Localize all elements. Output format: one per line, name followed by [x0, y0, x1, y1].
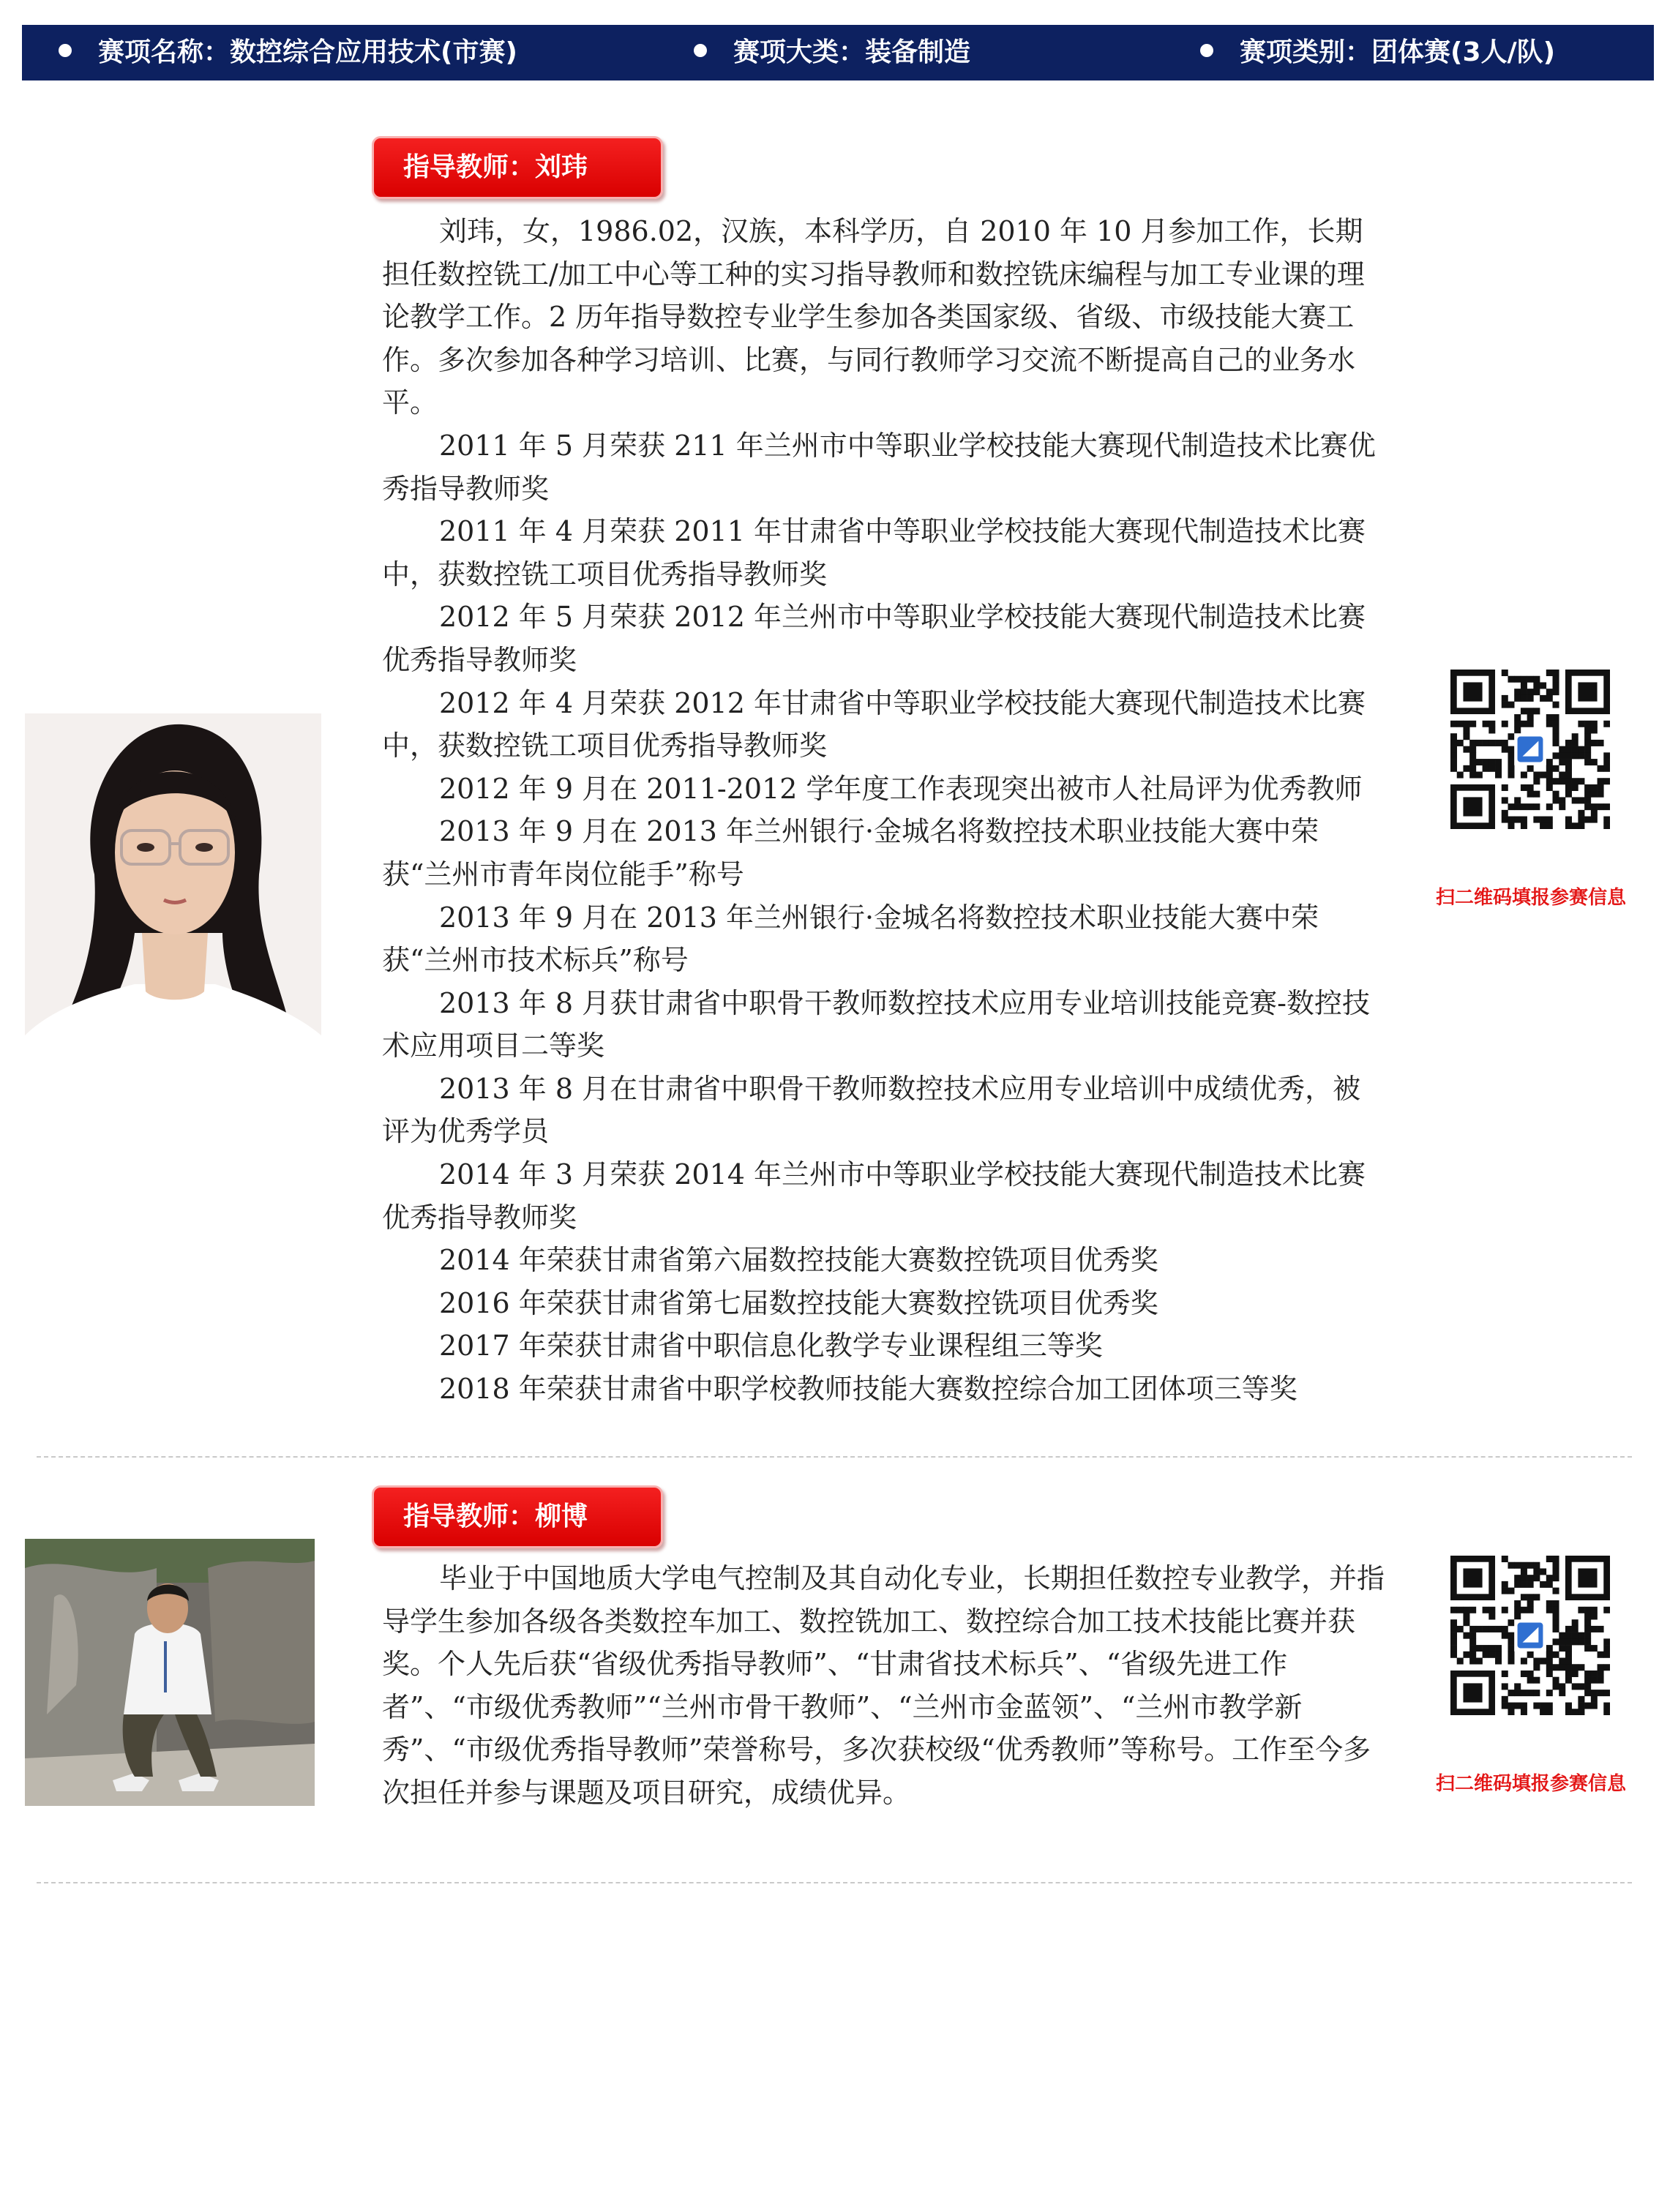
bio-paragraph: 2011 年 4 月荣获 2011 年甘肃省中等职业学校技能大赛现代制造技术比赛中，获数控铣工项目优秀指导教师奖	[382, 515, 1366, 591]
qr-code-icon[interactable]	[1450, 1556, 1610, 1715]
bio-paragraph: 2013 年 9 月在 2013 年兰州银行·金城名将数控技术职业技能大赛中荣获“兰州市青年岗位能手”称号	[382, 815, 1319, 891]
bio-paragraph: 2012 年 5 月荣获 2012 年兰州市中等职业学校技能大赛现代制造技术比赛优秀指导教师奖	[382, 601, 1366, 676]
competition-info-bar	[22, 25, 1654, 80]
bio-paragraph: 2013 年 9 月在 2013 年兰州银行·金城名将数控技术职业技能大赛中荣获“兰州市技术标兵”称号	[382, 901, 1319, 977]
bio-paragraph: 2016 年荣获甘肃省第七届数控技能大赛数控铣项目优秀奖	[439, 1286, 1158, 1319]
bio-paragraph: 2018 年荣获甘肃省中职学校教师技能大赛数控综合加工团体项三等奖	[439, 1373, 1297, 1406]
bio-paragraph: 2013 年 8 月获甘肃省中职骨干教师数控技术应用专业培训技能竞赛-数控技术应用项目二等奖	[382, 986, 1370, 1062]
portrait-image	[25, 1539, 315, 1806]
bio-paragraph: 2012 年 9 月在 2011-2012 学年度工作表现突出被市人社局评为优秀教师	[439, 772, 1363, 805]
header-item-name: 赛项名称：数控综合应用技术(市赛)	[59, 25, 517, 80]
teacher-label-2: 指导教师：柳博	[372, 1485, 663, 1548]
bullet-dot-icon	[59, 44, 72, 57]
header-item-category: 赛项大类：装备制造	[694, 25, 970, 80]
bio-paragraph: 2014 年 3 月荣获 2014 年兰州市中等职业学校技能大赛现代制造技术比赛优秀指导教师奖	[382, 1158, 1366, 1234]
qr-caption-2: 扫二维码填报参赛信息	[1435, 1773, 1626, 1795]
qr-caption-1: 扫二维码填报参赛信息	[1435, 887, 1626, 909]
bullet-dot-icon	[1200, 44, 1213, 57]
bio-paragraph: 毕业于中国地质大学电气控制及其自动化专业，长期担任数控专业教学，并指导学生参加各级各类数控车加工、数控铣加工、数控综合加工技术技能比赛并获奖。个人先后获“省级优秀指导教师”、“甘肃省技术标兵”、“省级先进工作者”、“市级优秀教师”“兰州市骨干教师”、“兰州市金蓝领”、“兰州市教学新秀”、“市级优秀指导教师”荣誉称号，多次获校级“优秀教师”等称号。工作至今多次担任并参与课题及项目研究，成绩优异。	[382, 1562, 1385, 1809]
portrait-image	[25, 713, 321, 1089]
teacher-photo-2	[25, 1539, 315, 1806]
teacher-photo-1	[25, 713, 321, 1089]
bio-paragraph: 2017 年荣获甘肃省中职信息化教学专业课程组三等奖	[439, 1330, 1103, 1362]
teacher-label-1: 指导教师：刘玮	[372, 136, 663, 199]
bio-paragraph: 2012 年 4 月荣获 2012 年甘肃省中等职业学校技能大赛现代制造技术比赛中，获数控铣工项目优秀指导教师奖	[382, 686, 1366, 762]
bio-paragraph: 2014 年荣获甘肃省第六届数控技能大赛数控铣项目优秀奖	[439, 1244, 1158, 1277]
qr-code-icon[interactable]	[1450, 670, 1610, 829]
section-divider	[37, 1456, 1632, 1458]
bio-paragraph: 2013 年 8 月在甘肃省中职骨干教师数控技术应用专业培训中成绩优秀，被评为优秀学员	[382, 1072, 1361, 1148]
header-item-type: 赛项类别：团体赛(3人/队)	[1200, 25, 1555, 80]
bio-paragraph: 2011 年 5 月荣获 211 年兰州市中等职业学校技能大赛现代制造技术比赛优秀指导教师奖	[382, 429, 1376, 505]
teacher-bio-1	[382, 210, 1385, 1411]
teacher-bio-2	[382, 1557, 1385, 1815]
section-divider	[37, 1882, 1632, 1883]
bullet-dot-icon	[694, 44, 707, 57]
bio-paragraph: 刘玮，女，1986.02，汉族，本科学历，自 2010 年 10 月参加工作，长期担任数控铣工/加工中心等工种的实习指导教师和数控铣床编程与加工专业课的理论教学工作。2 历年指导数控专业学生参加各类国家级、省级、市级技能大赛工作。多次参加各种学习培训、比赛，与同行教师学习交流不断提高自己的业务水平。	[382, 215, 1365, 419]
